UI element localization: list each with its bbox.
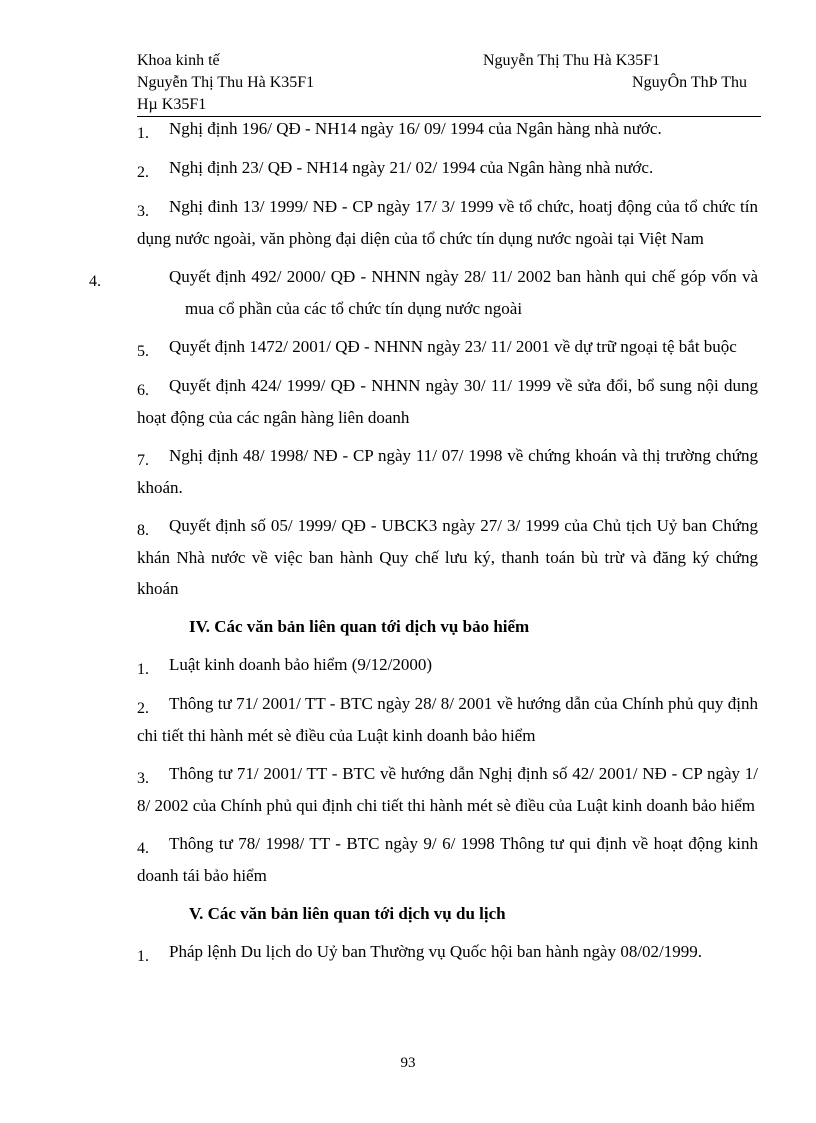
item-number: 4. xyxy=(89,273,101,290)
header-author-garbled: NguyÔn ThÞ Thu xyxy=(632,74,747,91)
item-number: 6. xyxy=(137,382,149,399)
item-text: Quyết định số 05/ 1999/ QĐ - UBCK3 ngày 27/ 3/ 1999 của Chủ tịch Uỷ ban Chứng khán Nhà nước về việc ban hành Quy chế lưu ký, thanh toán bù trừ và đăng ký chứng khoán xyxy=(137,516,758,598)
header-faculty: Khoa kinh tế xyxy=(137,52,220,69)
list-item xyxy=(137,370,758,433)
document-body xyxy=(89,113,758,975)
item-text: Nghị định 23/ QĐ - NH14 ngày 21/ 02/ 1994 của Ngân hàng nhà nước. xyxy=(169,158,654,177)
item-number: 2. xyxy=(137,164,149,181)
header-author-garbled-cont: Hµ K35F1 xyxy=(137,96,207,113)
list-item xyxy=(137,152,758,184)
item-number: 3. xyxy=(137,770,149,787)
item-text: Thông tư 71/ 2001/ TT - BTC về hướng dẫn Nghị định số 42/ 2001/ NĐ - CP ngày 1/ 8/ 2002 của Chính phủ qui định chi tiết thi hành mét sè điều của Luật kinh doanh bảo hiểm xyxy=(137,764,758,815)
list-item xyxy=(89,261,758,324)
item-text: Quyết định 424/ 1999/ QĐ - NHNN ngày 30/ 11/ 1999 về sửa đổi, bổ sung nội dung hoạt động của các ngân hàng liên doanh xyxy=(137,376,758,427)
list-item xyxy=(137,828,758,891)
list-item xyxy=(137,649,758,681)
header-author-left: Nguyễn Thị Thu Hà K35F1 xyxy=(137,74,315,91)
item-text: Luật kinh doanh bảo hiểm (9/12/2000) xyxy=(169,655,432,674)
item-text: Thông tư 78/ 1998/ TT - BTC ngày 9/ 6/ 1998 Thông tư qui định về hoạt động kinh doanh tái bảo hiểm xyxy=(137,834,758,885)
item-text: Nghị định 48/ 1998/ NĐ - CP ngày 11/ 07/ 1998 về chứng khoán và thị trường chứng khoán. xyxy=(137,446,758,497)
item-number: 1. xyxy=(137,661,149,678)
item-text: Pháp lệnh Du lịch do Uỷ ban Thường vụ Quốc hội ban hành ngày 08/02/1999. xyxy=(169,942,703,961)
page-number: 93 xyxy=(400,1055,416,1071)
list-item xyxy=(137,191,758,254)
item-text: Quyết định 1472/ 2001/ QĐ - NHNN ngày 23/ 11/ 2001 về dự trữ ngoại tệ bắt buộc xyxy=(169,337,737,356)
item-number: 3. xyxy=(137,203,149,220)
section-heading-tourism: V. Các văn bản liên quan tới dịch vụ du lịch xyxy=(189,904,506,923)
item-number: 7. xyxy=(137,452,149,469)
header-author-right: Nguyễn Thị Thu Hà K35F1 xyxy=(483,52,661,69)
item-text: Quyết định 492/ 2000/ QĐ - NHNN ngày 28/ 11/ 2002 ban hành qui chế góp vốn và mua cổ phần của các tổ chức tín dụng nước ngoài xyxy=(169,267,758,318)
item-number: 8. xyxy=(137,522,149,539)
list-item xyxy=(137,331,758,363)
item-number: 1. xyxy=(137,948,149,965)
list-item xyxy=(137,440,758,503)
item-text: Thông tư 71/ 2001/ TT - BTC ngày 28/ 8/ 2001 về hướng dẫn của Chính phủ quy định chi tiết thi hành mét sè điều của Luật kinh doanh bảo hiểm xyxy=(137,694,758,745)
item-number: 5. xyxy=(137,343,149,360)
list-item xyxy=(137,758,758,821)
list-item xyxy=(137,113,758,145)
list-item xyxy=(137,510,758,604)
item-number: 1. xyxy=(137,125,149,142)
section-heading-insurance: IV. Các văn bản liên quan tới dịch vụ bảo hiểm xyxy=(189,617,530,636)
item-number: 2. xyxy=(137,700,149,717)
list-item xyxy=(137,936,758,968)
list-item xyxy=(137,688,758,751)
item-text: Nghị đinh 13/ 1999/ NĐ - CP ngày 17/ 3/ 1999 về tổ chức, hoatj động của tổ chức tín dụng nước ngoài, văn phòng đại diện của tổ chức tín dụng nước ngoài tại Việt Nam xyxy=(137,197,758,248)
item-text: Nghị định 196/ QĐ - NH14 ngày 16/ 09/ 1994 của Ngân hàng nhà nước. xyxy=(169,119,662,138)
page-header xyxy=(137,50,761,116)
item-number: 4. xyxy=(137,840,149,857)
